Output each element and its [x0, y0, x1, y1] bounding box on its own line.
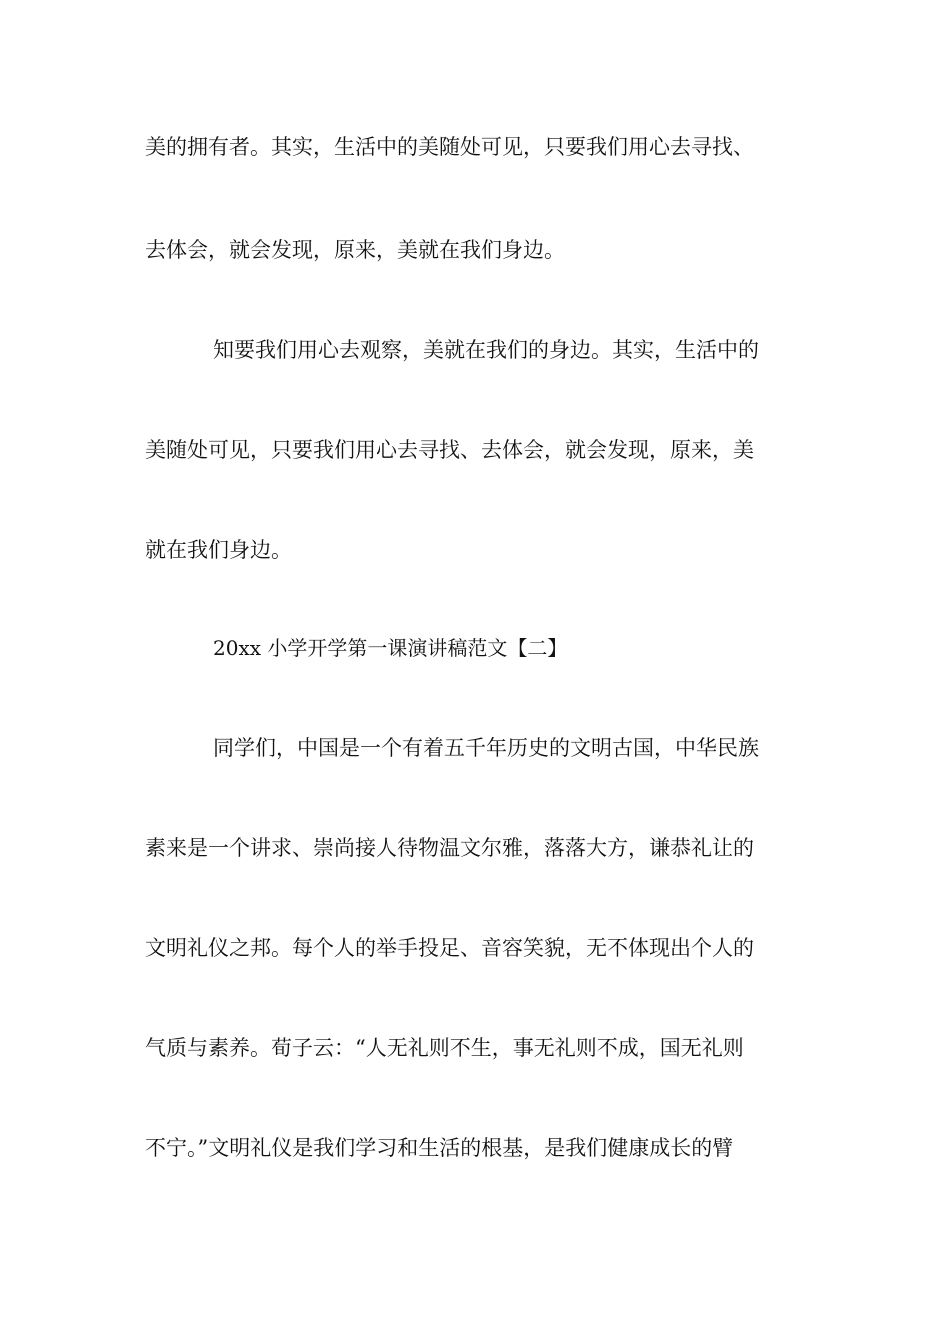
paragraph-line: 知要我们用心去观察，美就在我们的身边。其实，生活中的	[213, 338, 759, 362]
paragraph-line: 美的拥有者。其实，生活中的美随处可见，只要我们用心去寻找、	[145, 135, 754, 159]
paragraph-line: 气质与素养。荀子云：“人无礼则不生，事无礼则不成，国无礼则	[145, 1036, 744, 1060]
paragraph-line: 文明礼仪之邦。每个人的举手投足、音容笑貌，无不体现出个人的	[145, 936, 754, 960]
paragraph-line: 同学们，中国是一个有着五千年历史的文明古国，中华民族	[213, 736, 759, 760]
paragraph-line: 去体会，就会发现，原来，美就在我们身边。	[145, 238, 565, 262]
paragraph-line: 就在我们身边。	[145, 538, 292, 562]
paragraph-line: 不宁。”文明礼仪是我们学习和生活的根基，是我们健康成长的臂	[145, 1136, 734, 1160]
section-heading: 20xx 小学开学第一课演讲稿范文【二】	[213, 636, 568, 660]
paragraph-line: 素来是一个讲求、崇尚接人待物温文尔雅，落落大方，谦恭礼让的	[145, 836, 754, 860]
paragraph-line: 美随处可见，只要我们用心去寻找、去体会，就会发现，原来，美	[145, 438, 754, 462]
